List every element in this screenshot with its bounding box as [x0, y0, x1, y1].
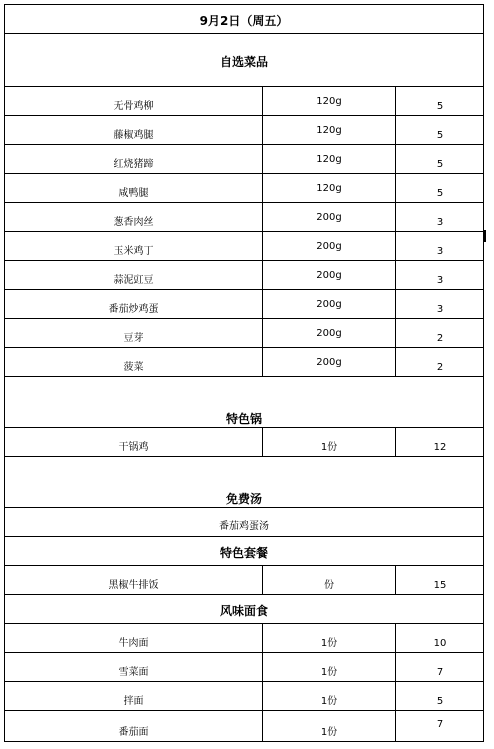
dish-name-cell: [5, 653, 262, 681]
price: 5: [436, 101, 444, 112]
price-cell: [395, 348, 484, 376]
dish-name: 豆芽: [123, 333, 144, 344]
price: 2: [436, 362, 444, 373]
table-row: [4, 682, 484, 711]
portion: 120g: [316, 96, 342, 107]
portion: 200g: [316, 328, 342, 339]
portion: 120g: [316, 154, 342, 165]
portion-cell: [262, 174, 395, 202]
dish-name: 蒜泥豇豆: [113, 275, 154, 286]
portion: 1份: [320, 442, 338, 453]
section-header-pot: [4, 377, 484, 428]
section-header-soup: [4, 457, 484, 508]
portion: 1份: [320, 727, 338, 738]
portion: 120g: [316, 125, 342, 136]
price: 5: [436, 159, 444, 170]
table-row: [4, 261, 484, 290]
price-cell: [395, 174, 484, 202]
soup-name: 番茄鸡蛋汤: [219, 521, 269, 532]
table-row: [4, 203, 484, 232]
dish-name-cell: [5, 145, 262, 173]
price-cell: [395, 116, 484, 144]
section-title-optional: 自选菜品: [219, 55, 268, 69]
dish-name-cell: [5, 232, 262, 260]
price: 15: [433, 580, 447, 591]
table-row: [4, 428, 484, 457]
portion-cell: [262, 87, 395, 115]
section-header-optional: [4, 34, 484, 87]
portion-cell: [262, 145, 395, 173]
portion: 1份: [320, 667, 338, 678]
portion: 200g: [316, 299, 342, 310]
portion-cell: [262, 116, 395, 144]
table-row: [4, 624, 484, 653]
section-title-soup: 免费汤: [225, 492, 262, 506]
table-row: [4, 508, 484, 537]
dish-name-cell: [5, 319, 262, 347]
dish-name: 干锅鸡: [118, 442, 149, 453]
price: 5: [436, 188, 444, 199]
portion-cell: [262, 232, 395, 260]
dish-name: 咸鸭腿: [118, 188, 149, 199]
portion-cell: [262, 653, 395, 681]
dish-name-cell: [5, 87, 262, 115]
portion-cell: [262, 203, 395, 231]
dish-name-cell: [5, 428, 262, 456]
portion-cell: [262, 711, 395, 741]
section-title-noodles: 风味面食: [219, 604, 268, 618]
portion: 份: [324, 580, 334, 591]
table-row: [4, 174, 484, 203]
dish-name: 雪菜面: [118, 667, 149, 678]
portion: 1份: [320, 638, 338, 649]
soup-name-cell: [5, 508, 483, 536]
price-cell: [395, 232, 484, 260]
dish-name: 无骨鸡柳: [113, 101, 154, 112]
portion-cell: [262, 624, 395, 652]
section-header-noodles: [4, 595, 484, 624]
dish-name: 菠菜: [123, 362, 144, 373]
date-title-row: [4, 4, 484, 34]
price: 3: [436, 217, 444, 228]
dish-name-cell: [5, 203, 262, 231]
dish-name: 牛肉面: [118, 638, 149, 649]
table-row: [4, 87, 484, 116]
table-row: [4, 116, 484, 145]
price: 2: [436, 333, 444, 344]
portion: 200g: [316, 241, 342, 252]
price-cell: [395, 261, 484, 289]
dish-name: 番茄面: [118, 727, 149, 738]
portion-cell: [262, 261, 395, 289]
dish-name-cell: [5, 261, 262, 289]
price-cell: [395, 203, 484, 231]
price-cell: [395, 624, 484, 652]
dish-name: 番茄炒鸡蛋: [108, 304, 159, 315]
table-row: [4, 290, 484, 319]
price: 7: [436, 719, 444, 730]
table-row: [4, 566, 484, 595]
portion: 200g: [316, 357, 342, 368]
table-row: [4, 319, 484, 348]
table-row: [4, 653, 484, 682]
price: 7: [436, 667, 444, 678]
section-title-set-meal: 特色套餐: [219, 546, 268, 560]
table-row: [4, 145, 484, 174]
price: 3: [436, 275, 444, 286]
portion-cell: [262, 682, 395, 710]
price-cell: [395, 682, 484, 710]
table-row: [4, 232, 484, 261]
price-cell: [395, 319, 484, 347]
price-cell: [395, 566, 484, 594]
price: 3: [436, 304, 444, 315]
date-title: 9月2日（周五）: [199, 14, 289, 28]
dish-name-cell: [5, 682, 262, 710]
table-row: [4, 348, 484, 377]
dish-name-cell: [5, 566, 262, 594]
table-row: [4, 711, 484, 742]
edge-marker: [483, 230, 486, 242]
dish-name-cell: [5, 174, 262, 202]
portion: 1份: [320, 696, 338, 707]
portion: 200g: [316, 270, 342, 281]
price: 3: [436, 246, 444, 257]
dish-name: 玉米鸡丁: [113, 246, 154, 257]
price: 5: [436, 696, 444, 707]
price: 12: [433, 442, 447, 453]
dish-name: 红烧猪蹄: [113, 159, 154, 170]
section-title-pot: 特色锅: [225, 412, 262, 426]
portion-cell: [262, 566, 395, 594]
price-cell: [395, 711, 484, 741]
price-cell: [395, 145, 484, 173]
price-cell: [395, 653, 484, 681]
dish-name: 拌面: [123, 696, 144, 707]
price-cell: [395, 87, 484, 115]
price: 5: [436, 130, 444, 141]
dish-name-cell: [5, 348, 262, 376]
portion-cell: [262, 319, 395, 347]
price-cell: [395, 290, 484, 318]
portion-cell: [262, 428, 395, 456]
price-cell: [395, 428, 484, 456]
portion-cell: [262, 290, 395, 318]
dish-name-cell: [5, 116, 262, 144]
dish-name: 黑椒牛排饭: [108, 580, 159, 591]
price: 10: [433, 638, 447, 649]
dish-name: 葱香肉丝: [113, 217, 154, 228]
dish-name-cell: [5, 711, 262, 741]
dish-name-cell: [5, 624, 262, 652]
dish-name-cell: [5, 290, 262, 318]
portion-cell: [262, 348, 395, 376]
dish-name: 藤椒鸡腿: [113, 130, 154, 141]
section-header-set-meal: [4, 537, 484, 566]
portion: 200g: [316, 212, 342, 223]
portion: 120g: [316, 183, 342, 194]
